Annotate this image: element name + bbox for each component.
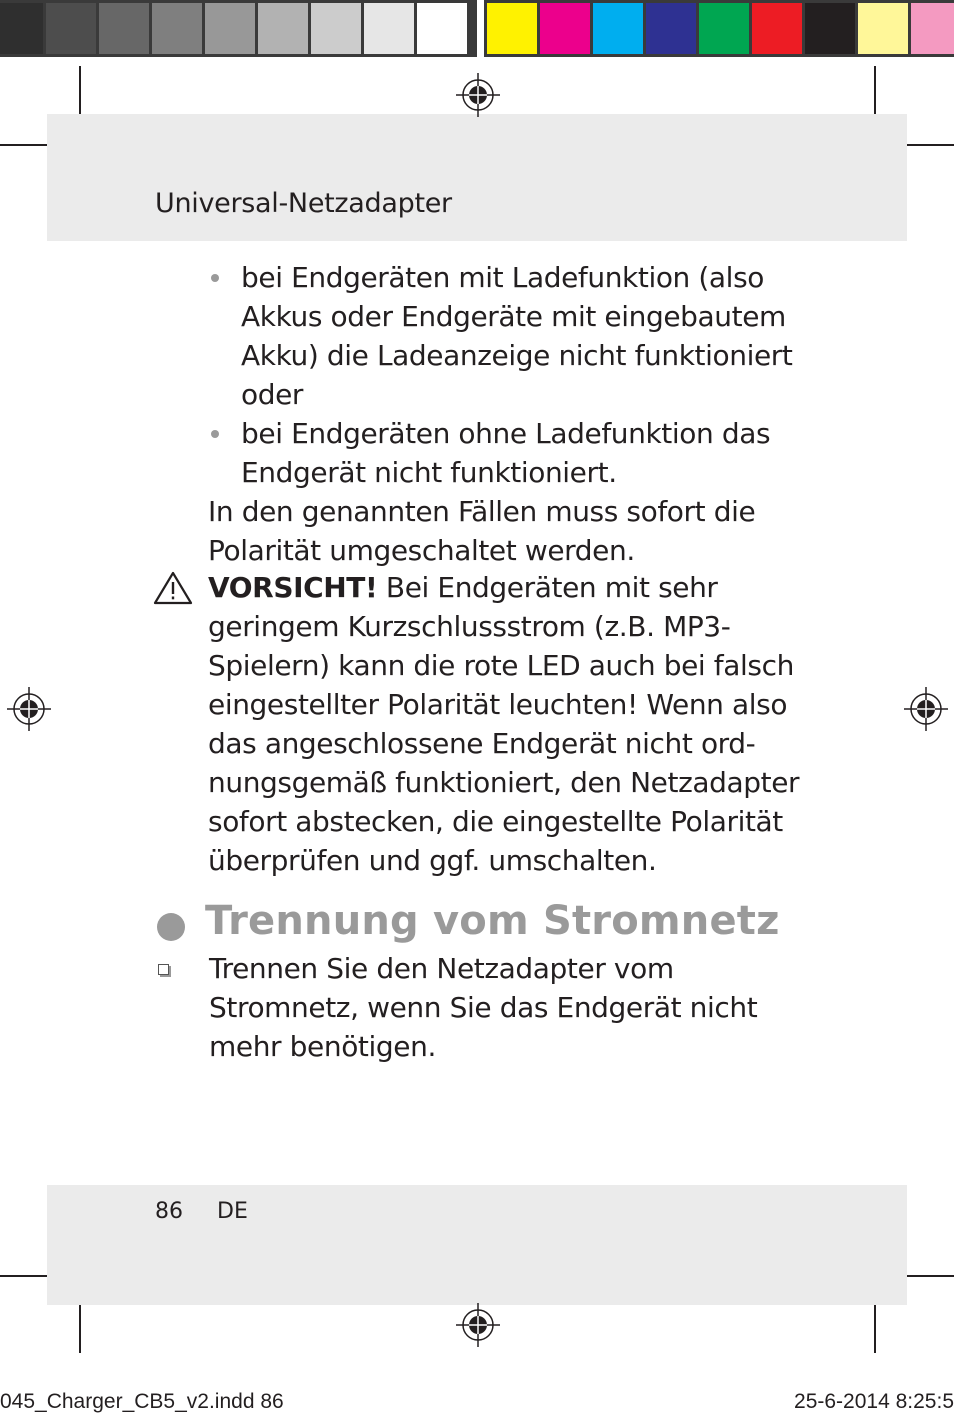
- section-title: Trennung vom Stromnetz: [205, 898, 780, 944]
- crop-mark: [79, 66, 81, 121]
- bullet-icon: [211, 430, 219, 438]
- bullet-line: bei Endgeräten mit Ladefunktion (also: [241, 261, 764, 294]
- checkbox-icon: [158, 964, 169, 975]
- page-number: 86: [155, 1199, 183, 1224]
- color-swatch: [646, 3, 696, 54]
- color-swatch: [911, 3, 954, 54]
- gray-swatch: [311, 3, 361, 54]
- slug-timestamp: 25-6-2014 8:25:5: [794, 1390, 954, 1413]
- bullet-icon: [211, 274, 219, 282]
- gray-swatch: [99, 3, 149, 54]
- slug-filename: 045_Charger_CB5_v2.indd 86: [0, 1390, 284, 1413]
- registration-mark-icon: [456, 73, 500, 117]
- gray-swatch: [152, 3, 202, 54]
- color-swatch: [699, 3, 749, 54]
- color-swatch: [805, 3, 855, 54]
- paragraph-line: Polarität umgeschaltet werden.: [208, 534, 635, 567]
- gray-swatch: [258, 3, 308, 54]
- warning-line: geringem Kurzschlussstrom (z.B. MP3-: [208, 610, 731, 643]
- section-bullet-icon: [157, 913, 185, 941]
- page-header-title: Universal-Netzadapter: [155, 188, 452, 219]
- step-line: Stromnetz, wenn Sie das Endgerät nicht: [209, 991, 758, 1024]
- gray-swatch: [0, 3, 43, 54]
- bullet-line: oder: [241, 378, 304, 411]
- registration-mark-icon: [7, 687, 51, 731]
- color-swatch: [858, 3, 908, 54]
- warning-line: überprüfen und ggf. umschalten.: [208, 844, 657, 877]
- step-item: [209, 949, 757, 1066]
- warning-text: Bei Endgeräten mit sehr: [377, 571, 718, 604]
- color-swatch: [593, 3, 643, 54]
- warning-line: sofort abstecken, die eingestellte Polarität: [208, 805, 783, 838]
- crop-mark: [874, 1298, 876, 1353]
- registration-mark-icon: [904, 687, 948, 731]
- color-swatch: [540, 3, 590, 54]
- warning-line: Spielern) kann die rote LED auch bei falsch: [208, 649, 794, 682]
- step-line: mehr benötigen.: [209, 1030, 436, 1063]
- gray-swatch: [417, 3, 467, 54]
- bullet-line: Akku) die Ladeanzeige nicht funktioniert: [241, 339, 793, 372]
- gray-swatch: [46, 3, 96, 54]
- registration-mark-icon: [456, 1303, 500, 1347]
- warning-block: [208, 568, 799, 880]
- crop-mark: [79, 1298, 81, 1353]
- color-swatch: [752, 3, 802, 54]
- gray-swatch: [205, 3, 255, 54]
- warning-line: eingestellter Polarität leuchten! Wenn also: [208, 688, 788, 721]
- color-swatch: [487, 3, 537, 54]
- step-line: Trennen Sie den Netzadapter vom: [209, 952, 674, 985]
- bullet-item: [241, 258, 792, 414]
- warning-triangle-icon: [153, 571, 193, 605]
- bullet-item: [241, 414, 770, 492]
- warning-first-line: [208, 568, 799, 607]
- body-paragraph: [208, 492, 755, 570]
- warning-line: nungsgemäß funktioniert, den Netzadapter: [208, 766, 800, 799]
- paragraph-line: In den genannten Fällen muss sofort die: [208, 495, 756, 528]
- crop-mark: [874, 66, 876, 121]
- bullet-line: bei Endgeräten ohne Ladefunktion das: [241, 417, 771, 450]
- bullet-line: Endgerät nicht funktioniert.: [241, 456, 617, 489]
- gray-swatch: [364, 3, 414, 54]
- warning-line: das angeschlossene Endgerät nicht ord-: [208, 727, 756, 760]
- bullet-line: Akkus oder Endgeräte mit eingebautem: [241, 300, 786, 333]
- header-band: [47, 114, 907, 241]
- warning-label: VORSICHT!: [208, 571, 378, 604]
- language-code: DE: [217, 1199, 248, 1224]
